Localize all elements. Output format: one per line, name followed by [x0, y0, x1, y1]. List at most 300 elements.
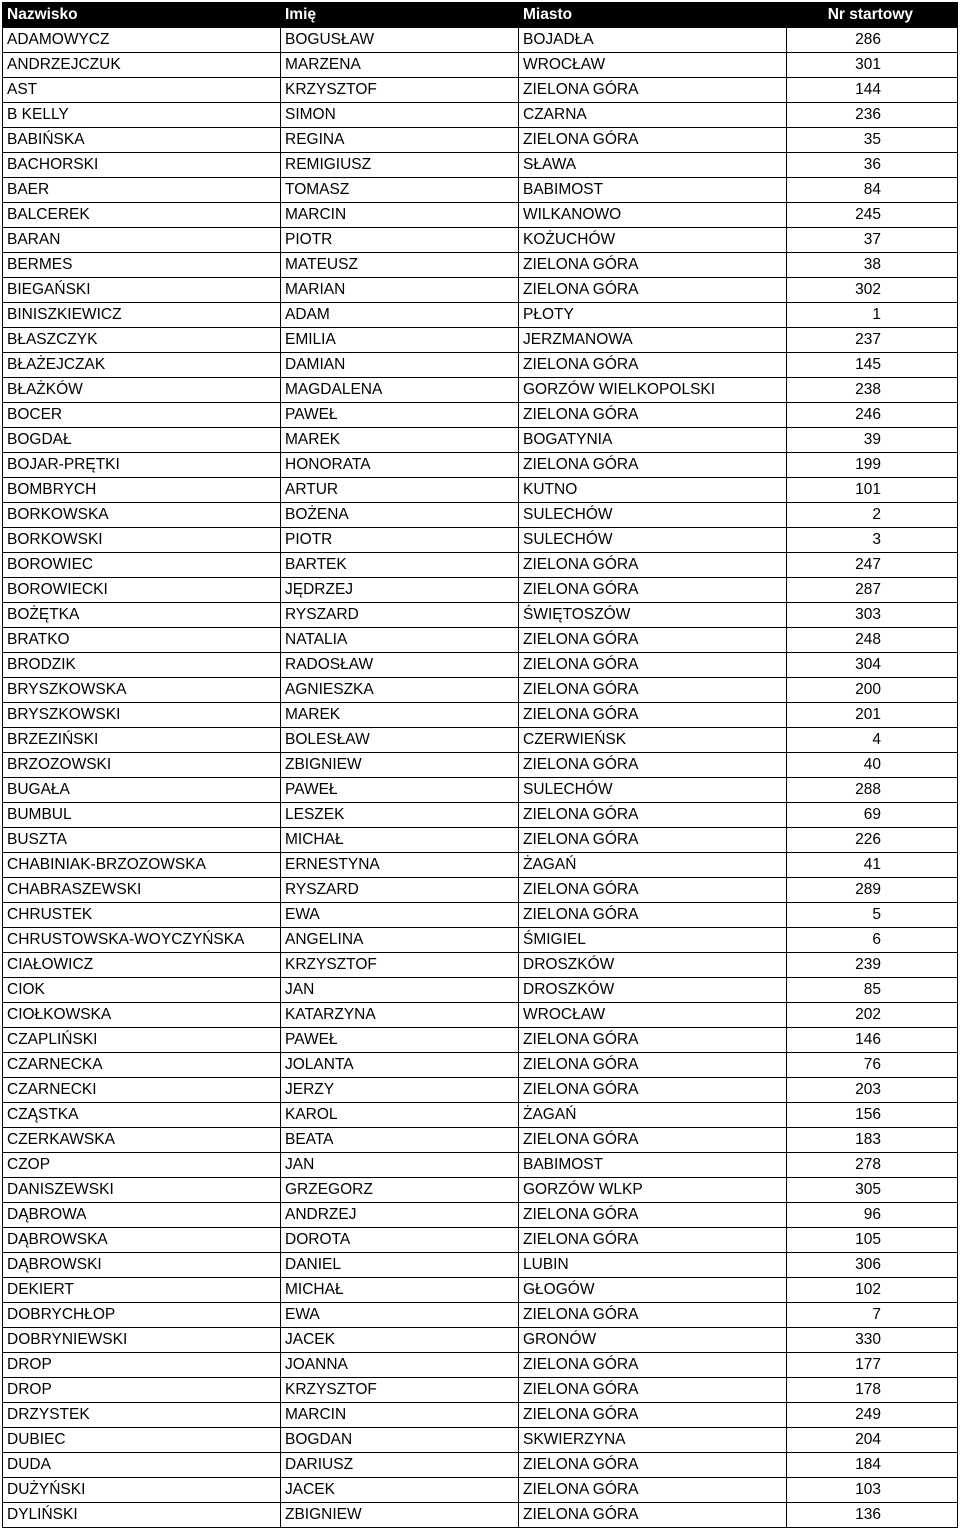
start-number-cell[interactable]: 278: [787, 1153, 958, 1178]
city-cell[interactable]: CZARNA: [519, 103, 787, 128]
surname-cell[interactable]: BALCEREK: [3, 203, 281, 228]
table-row[interactable]: [3, 1053, 958, 1078]
city-cell[interactable]: BABIMOST: [519, 178, 787, 203]
start-number-cell[interactable]: 6: [787, 928, 958, 953]
first-name-cell[interactable]: ADAM: [281, 303, 519, 328]
city-cell[interactable]: ZIELONA GÓRA: [519, 553, 787, 578]
start-number-cell[interactable]: 37: [787, 228, 958, 253]
first-name-cell[interactable]: JOLANTA: [281, 1053, 519, 1078]
city-cell[interactable]: GORZÓW WIELKOPOLSKI: [519, 378, 787, 403]
start-number-cell[interactable]: 178: [787, 1378, 958, 1403]
first-name-cell[interactable]: MICHAŁ: [281, 1278, 519, 1303]
surname-cell[interactable]: CIOŁKOWSKA: [3, 1003, 281, 1028]
table-row[interactable]: [3, 1153, 958, 1178]
city-cell[interactable]: ŻAGAŃ: [519, 853, 787, 878]
table-row[interactable]: [3, 628, 958, 653]
surname-cell[interactable]: BOJAR-PRĘTKI: [3, 453, 281, 478]
first-name-cell[interactable]: JAN: [281, 1153, 519, 1178]
first-name-cell[interactable]: REGINA: [281, 128, 519, 153]
start-number-cell[interactable]: 248: [787, 628, 958, 653]
first-name-cell[interactable]: JOANNA: [281, 1353, 519, 1378]
start-number-cell[interactable]: 3: [787, 528, 958, 553]
city-cell[interactable]: ŚWIĘTOSZÓW: [519, 603, 787, 628]
table-row[interactable]: [3, 903, 958, 928]
table-row[interactable]: [3, 1428, 958, 1453]
surname-cell[interactable]: CHRUSTEK: [3, 903, 281, 928]
table-row[interactable]: [3, 1353, 958, 1378]
start-number-cell[interactable]: 204: [787, 1428, 958, 1453]
start-number-cell[interactable]: 101: [787, 478, 958, 503]
city-cell[interactable]: WROCŁAW: [519, 53, 787, 78]
start-number-cell[interactable]: 249: [787, 1403, 958, 1428]
table-row[interactable]: [3, 1178, 958, 1203]
first-name-cell[interactable]: JERZY: [281, 1078, 519, 1103]
start-number-cell[interactable]: 69: [787, 803, 958, 828]
first-name-cell[interactable]: RYSZARD: [281, 878, 519, 903]
city-cell[interactable]: ZIELONA GÓRA: [519, 403, 787, 428]
first-name-cell[interactable]: KAROL: [281, 1103, 519, 1128]
city-cell[interactable]: ZIELONA GÓRA: [519, 453, 787, 478]
first-name-cell[interactable]: ANGELINA: [281, 928, 519, 953]
surname-cell[interactable]: BIEGAŃSKI: [3, 278, 281, 303]
start-number-cell[interactable]: 306: [787, 1253, 958, 1278]
surname-cell[interactable]: BINISZKIEWICZ: [3, 303, 281, 328]
table-row[interactable]: [3, 603, 958, 628]
surname-cell[interactable]: DUBIEC: [3, 1428, 281, 1453]
table-row[interactable]: [3, 128, 958, 153]
table-row[interactable]: [3, 428, 958, 453]
first-name-cell[interactable]: BOLESŁAW: [281, 728, 519, 753]
city-cell[interactable]: ZIELONA GÓRA: [519, 903, 787, 928]
start-number-cell[interactable]: 4: [787, 728, 958, 753]
table-row[interactable]: [3, 1253, 958, 1278]
first-name-cell[interactable]: KRZYSZTOF: [281, 1378, 519, 1403]
surname-cell[interactable]: BERMES: [3, 253, 281, 278]
table-row[interactable]: [3, 953, 958, 978]
table-row[interactable]: [3, 878, 958, 903]
start-number-cell[interactable]: 102: [787, 1278, 958, 1303]
surname-cell[interactable]: DYLIŃSKI: [3, 1503, 281, 1528]
table-row[interactable]: [3, 678, 958, 703]
surname-cell[interactable]: BRZOZOWSKI: [3, 753, 281, 778]
first-name-cell[interactable]: ANDRZEJ: [281, 1203, 519, 1228]
city-cell[interactable]: ZIELONA GÓRA: [519, 803, 787, 828]
first-name-cell[interactable]: BEATA: [281, 1128, 519, 1153]
first-name-cell[interactable]: AGNIESZKA: [281, 678, 519, 703]
table-row[interactable]: [3, 1003, 958, 1028]
column-header-start-number[interactable]: Nr startowy: [787, 3, 958, 28]
city-cell[interactable]: ZIELONA GÓRA: [519, 1078, 787, 1103]
surname-cell[interactable]: DANISZEWSKI: [3, 1178, 281, 1203]
start-number-cell[interactable]: 301: [787, 53, 958, 78]
start-number-cell[interactable]: 40: [787, 753, 958, 778]
start-number-cell[interactable]: 35: [787, 128, 958, 153]
surname-cell[interactable]: CHRUSTOWSKA-WOYCZYŃSKA: [3, 928, 281, 953]
surname-cell[interactable]: DEKIERT: [3, 1278, 281, 1303]
surname-cell[interactable]: BOCER: [3, 403, 281, 428]
surname-cell[interactable]: DĄBROWSKA: [3, 1228, 281, 1253]
surname-cell[interactable]: B KELLY: [3, 103, 281, 128]
surname-cell[interactable]: BRYSZKOWSKI: [3, 703, 281, 728]
surname-cell[interactable]: BRATKO: [3, 628, 281, 653]
city-cell[interactable]: ZIELONA GÓRA: [519, 1453, 787, 1478]
surname-cell[interactable]: BUMBUL: [3, 803, 281, 828]
table-row[interactable]: [3, 403, 958, 428]
surname-cell[interactable]: DĄBROWA: [3, 1203, 281, 1228]
first-name-cell[interactable]: ZBIGNIEW: [281, 1503, 519, 1528]
city-cell[interactable]: ZIELONA GÓRA: [519, 78, 787, 103]
city-cell[interactable]: ZIELONA GÓRA: [519, 353, 787, 378]
surname-cell[interactable]: BRYSZKOWSKA: [3, 678, 281, 703]
table-row[interactable]: [3, 328, 958, 353]
city-cell[interactable]: ZIELONA GÓRA: [519, 1303, 787, 1328]
surname-cell[interactable]: DRZYSTEK: [3, 1403, 281, 1428]
first-name-cell[interactable]: ZBIGNIEW: [281, 753, 519, 778]
surname-cell[interactable]: BOŻĘTKA: [3, 603, 281, 628]
first-name-cell[interactable]: JAN: [281, 978, 519, 1003]
city-cell[interactable]: ZIELONA GÓRA: [519, 1503, 787, 1528]
first-name-cell[interactable]: BOGUSŁAW: [281, 28, 519, 53]
city-cell[interactable]: WROCŁAW: [519, 1003, 787, 1028]
city-cell[interactable]: CZERWIEŃSK: [519, 728, 787, 753]
table-row[interactable]: [3, 78, 958, 103]
first-name-cell[interactable]: DAMIAN: [281, 353, 519, 378]
table-row[interactable]: [3, 453, 958, 478]
start-number-cell[interactable]: 1: [787, 303, 958, 328]
first-name-cell[interactable]: SIMON: [281, 103, 519, 128]
surname-cell[interactable]: DUDA: [3, 1453, 281, 1478]
first-name-cell[interactable]: JĘDRZEJ: [281, 578, 519, 603]
start-number-cell[interactable]: 238: [787, 378, 958, 403]
city-cell[interactable]: ZIELONA GÓRA: [519, 1478, 787, 1503]
first-name-cell[interactable]: HONORATA: [281, 453, 519, 478]
start-number-cell[interactable]: 200: [787, 678, 958, 703]
table-row[interactable]: [3, 303, 958, 328]
start-number-cell[interactable]: 289: [787, 878, 958, 903]
start-number-cell[interactable]: 136: [787, 1503, 958, 1528]
column-header-first-name[interactable]: Imię: [281, 3, 519, 28]
first-name-cell[interactable]: MAREK: [281, 703, 519, 728]
start-number-cell[interactable]: 236: [787, 103, 958, 128]
first-name-cell[interactable]: KATARZYNA: [281, 1003, 519, 1028]
table-row[interactable]: [3, 1453, 958, 1478]
city-cell[interactable]: JERZMANOWA: [519, 328, 787, 353]
first-name-cell[interactable]: MAGDALENA: [281, 378, 519, 403]
start-number-cell[interactable]: 146: [787, 1028, 958, 1053]
first-name-cell[interactable]: KRZYSZTOF: [281, 78, 519, 103]
city-cell[interactable]: ZIELONA GÓRA: [519, 628, 787, 653]
table-row[interactable]: [3, 728, 958, 753]
city-cell[interactable]: ZIELONA GÓRA: [519, 1228, 787, 1253]
surname-cell[interactable]: CZERKAWSKA: [3, 1128, 281, 1153]
city-cell[interactable]: SKWIERZYNA: [519, 1428, 787, 1453]
first-name-cell[interactable]: LESZEK: [281, 803, 519, 828]
surname-cell[interactable]: DOBRYNIEWSKI: [3, 1328, 281, 1353]
surname-cell[interactable]: CZĄSTKA: [3, 1103, 281, 1128]
city-cell[interactable]: GŁOGÓW: [519, 1278, 787, 1303]
first-name-cell[interactable]: ERNESTYNA: [281, 853, 519, 878]
surname-cell[interactable]: BOMBRYCH: [3, 478, 281, 503]
table-row[interactable]: [3, 978, 958, 1003]
start-number-cell[interactable]: 201: [787, 703, 958, 728]
city-cell[interactable]: ZIELONA GÓRA: [519, 753, 787, 778]
table-row[interactable]: [3, 478, 958, 503]
surname-cell[interactable]: CZOP: [3, 1153, 281, 1178]
city-cell[interactable]: ZIELONA GÓRA: [519, 1203, 787, 1228]
table-row[interactable]: [3, 1028, 958, 1053]
table-row[interactable]: [3, 653, 958, 678]
table-row[interactable]: [3, 1378, 958, 1403]
table-row[interactable]: [3, 1228, 958, 1253]
first-name-cell[interactable]: EWA: [281, 903, 519, 928]
table-row[interactable]: [3, 1203, 958, 1228]
city-cell[interactable]: ZIELONA GÓRA: [519, 128, 787, 153]
first-name-cell[interactable]: PIOTR: [281, 528, 519, 553]
city-cell[interactable]: PŁOTY: [519, 303, 787, 328]
city-cell[interactable]: ZIELONA GÓRA: [519, 278, 787, 303]
first-name-cell[interactable]: MARZENA: [281, 53, 519, 78]
city-cell[interactable]: SULECHÓW: [519, 503, 787, 528]
city-cell[interactable]: BOGATYNIA: [519, 428, 787, 453]
surname-cell[interactable]: BŁAŻEJCZAK: [3, 353, 281, 378]
surname-cell[interactable]: ADAMOWYCZ: [3, 28, 281, 53]
city-cell[interactable]: ZIELONA GÓRA: [519, 1378, 787, 1403]
table-row[interactable]: [3, 1503, 958, 1528]
city-cell[interactable]: ZIELONA GÓRA: [519, 1353, 787, 1378]
start-number-cell[interactable]: 177: [787, 1353, 958, 1378]
start-number-cell[interactable]: 156: [787, 1103, 958, 1128]
table-row[interactable]: [3, 153, 958, 178]
surname-cell[interactable]: BORKOWSKI: [3, 528, 281, 553]
first-name-cell[interactable]: BOGDAN: [281, 1428, 519, 1453]
table-row[interactable]: [3, 503, 958, 528]
city-cell[interactable]: KOŻUCHÓW: [519, 228, 787, 253]
first-name-cell[interactable]: PIOTR: [281, 228, 519, 253]
start-number-cell[interactable]: 85: [787, 978, 958, 1003]
start-number-cell[interactable]: 36: [787, 153, 958, 178]
first-name-cell[interactable]: EWA: [281, 1303, 519, 1328]
table-row[interactable]: [3, 1403, 958, 1428]
table-row[interactable]: [3, 228, 958, 253]
start-number-cell[interactable]: 303: [787, 603, 958, 628]
table-row[interactable]: [3, 178, 958, 203]
city-cell[interactable]: GRONÓW: [519, 1328, 787, 1353]
first-name-cell[interactable]: PAWEŁ: [281, 1028, 519, 1053]
first-name-cell[interactable]: DOROTA: [281, 1228, 519, 1253]
city-cell[interactable]: ZIELONA GÓRA: [519, 1028, 787, 1053]
start-number-cell[interactable]: 247: [787, 553, 958, 578]
first-name-cell[interactable]: EMILIA: [281, 328, 519, 353]
start-number-cell[interactable]: 199: [787, 453, 958, 478]
column-header-city[interactable]: Miasto: [519, 3, 787, 28]
surname-cell[interactable]: BOROWIEC: [3, 553, 281, 578]
city-cell[interactable]: WILKANOWO: [519, 203, 787, 228]
surname-cell[interactable]: ANDRZEJCZUK: [3, 53, 281, 78]
surname-cell[interactable]: BRODZIK: [3, 653, 281, 678]
start-number-cell[interactable]: 5: [787, 903, 958, 928]
surname-cell[interactable]: BAER: [3, 178, 281, 203]
city-cell[interactable]: GORZÓW WLKP: [519, 1178, 787, 1203]
first-name-cell[interactable]: DANIEL: [281, 1253, 519, 1278]
start-number-cell[interactable]: 39: [787, 428, 958, 453]
surname-cell[interactable]: AST: [3, 78, 281, 103]
city-cell[interactable]: KUTNO: [519, 478, 787, 503]
surname-cell[interactable]: DOBRYCHŁOP: [3, 1303, 281, 1328]
city-cell[interactable]: LUBIN: [519, 1253, 787, 1278]
start-number-cell[interactable]: 226: [787, 828, 958, 853]
city-cell[interactable]: ŻAGAŃ: [519, 1103, 787, 1128]
first-name-cell[interactable]: BOŻENA: [281, 503, 519, 528]
first-name-cell[interactable]: JACEK: [281, 1478, 519, 1503]
start-number-cell[interactable]: 203: [787, 1078, 958, 1103]
surname-cell[interactable]: BUSZTA: [3, 828, 281, 853]
table-row[interactable]: [3, 1078, 958, 1103]
start-number-cell[interactable]: 2: [787, 503, 958, 528]
start-number-cell[interactable]: 330: [787, 1328, 958, 1353]
surname-cell[interactable]: CHABINIAK-BRZOZOWSKA: [3, 853, 281, 878]
city-cell[interactable]: DROSZKÓW: [519, 978, 787, 1003]
city-cell[interactable]: ZIELONA GÓRA: [519, 878, 787, 903]
first-name-cell[interactable]: MARCIN: [281, 1403, 519, 1428]
surname-cell[interactable]: CHABRASZEWSKI: [3, 878, 281, 903]
surname-cell[interactable]: CIOK: [3, 978, 281, 1003]
surname-cell[interactable]: BOROWIECKI: [3, 578, 281, 603]
city-cell[interactable]: ZIELONA GÓRA: [519, 253, 787, 278]
first-name-cell[interactable]: PAWEŁ: [281, 778, 519, 803]
surname-cell[interactable]: BABIŃSKA: [3, 128, 281, 153]
table-row[interactable]: [3, 1303, 958, 1328]
table-row[interactable]: [3, 1478, 958, 1503]
column-header-surname[interactable]: Nazwisko: [3, 3, 281, 28]
start-number-cell[interactable]: 287: [787, 578, 958, 603]
table-row[interactable]: [3, 203, 958, 228]
start-number-cell[interactable]: 38: [787, 253, 958, 278]
surname-cell[interactable]: BACHORSKI: [3, 153, 281, 178]
start-number-cell[interactable]: 245: [787, 203, 958, 228]
start-number-cell[interactable]: 202: [787, 1003, 958, 1028]
start-number-cell[interactable]: 7: [787, 1303, 958, 1328]
table-row[interactable]: [3, 553, 958, 578]
first-name-cell[interactable]: NATALIA: [281, 628, 519, 653]
surname-cell[interactable]: DROP: [3, 1378, 281, 1403]
start-number-cell[interactable]: 96: [787, 1203, 958, 1228]
first-name-cell[interactable]: ARTUR: [281, 478, 519, 503]
surname-cell[interactable]: DĄBROWSKI: [3, 1253, 281, 1278]
table-row[interactable]: [3, 103, 958, 128]
start-number-cell[interactable]: 237: [787, 328, 958, 353]
table-row[interactable]: [3, 928, 958, 953]
city-cell[interactable]: SULECHÓW: [519, 528, 787, 553]
first-name-cell[interactable]: MAREK: [281, 428, 519, 453]
start-number-cell[interactable]: 84: [787, 178, 958, 203]
first-name-cell[interactable]: MARCIN: [281, 203, 519, 228]
surname-cell[interactable]: BUGAŁA: [3, 778, 281, 803]
surname-cell[interactable]: BOGDAŁ: [3, 428, 281, 453]
city-cell[interactable]: DROSZKÓW: [519, 953, 787, 978]
table-row[interactable]: [3, 528, 958, 553]
surname-cell[interactable]: BORKOWSKA: [3, 503, 281, 528]
city-cell[interactable]: BOJADŁA: [519, 28, 787, 53]
city-cell[interactable]: ZIELONA GÓRA: [519, 578, 787, 603]
start-number-cell[interactable]: 105: [787, 1228, 958, 1253]
first-name-cell[interactable]: MARIAN: [281, 278, 519, 303]
table-row[interactable]: [3, 1278, 958, 1303]
start-number-cell[interactable]: 184: [787, 1453, 958, 1478]
first-name-cell[interactable]: DARIUSZ: [281, 1453, 519, 1478]
first-name-cell[interactable]: MICHAŁ: [281, 828, 519, 853]
table-row[interactable]: [3, 378, 958, 403]
table-row[interactable]: [3, 828, 958, 853]
start-number-cell[interactable]: 305: [787, 1178, 958, 1203]
first-name-cell[interactable]: MATEUSZ: [281, 253, 519, 278]
table-row[interactable]: [3, 853, 958, 878]
table-row[interactable]: [3, 703, 958, 728]
city-cell[interactable]: SŁAWA: [519, 153, 787, 178]
surname-cell[interactable]: BRZEZIŃSKI: [3, 728, 281, 753]
city-cell[interactable]: ZIELONA GÓRA: [519, 828, 787, 853]
start-number-cell[interactable]: 144: [787, 78, 958, 103]
first-name-cell[interactable]: BARTEK: [281, 553, 519, 578]
table-row[interactable]: [3, 53, 958, 78]
start-number-cell[interactable]: 41: [787, 853, 958, 878]
start-number-cell[interactable]: 302: [787, 278, 958, 303]
table-row[interactable]: [3, 1128, 958, 1153]
first-name-cell[interactable]: REMIGIUSZ: [281, 153, 519, 178]
first-name-cell[interactable]: TOMASZ: [281, 178, 519, 203]
table-row[interactable]: [3, 353, 958, 378]
city-cell[interactable]: BABIMOST: [519, 1153, 787, 1178]
first-name-cell[interactable]: JACEK: [281, 1328, 519, 1353]
first-name-cell[interactable]: RADOSŁAW: [281, 653, 519, 678]
city-cell[interactable]: ZIELONA GÓRA: [519, 653, 787, 678]
city-cell[interactable]: ZIELONA GÓRA: [519, 1403, 787, 1428]
city-cell[interactable]: SULECHÓW: [519, 778, 787, 803]
table-row[interactable]: [3, 1328, 958, 1353]
table-row[interactable]: [3, 778, 958, 803]
first-name-cell[interactable]: PAWEŁ: [281, 403, 519, 428]
surname-cell[interactable]: BŁASZCZYK: [3, 328, 281, 353]
surname-cell[interactable]: CZARNECKI: [3, 1078, 281, 1103]
city-cell[interactable]: ZIELONA GÓRA: [519, 1053, 787, 1078]
start-number-cell[interactable]: 183: [787, 1128, 958, 1153]
start-number-cell[interactable]: 246: [787, 403, 958, 428]
surname-cell[interactable]: DUŻYŃSKI: [3, 1478, 281, 1503]
table-row[interactable]: [3, 803, 958, 828]
table-row[interactable]: [3, 753, 958, 778]
surname-cell[interactable]: DROP: [3, 1353, 281, 1378]
city-cell[interactable]: ZIELONA GÓRA: [519, 703, 787, 728]
table-row[interactable]: [3, 578, 958, 603]
start-number-cell[interactable]: 103: [787, 1478, 958, 1503]
start-number-cell[interactable]: 145: [787, 353, 958, 378]
city-cell[interactable]: ZIELONA GÓRA: [519, 1128, 787, 1153]
surname-cell[interactable]: CZAPLIŃSKI: [3, 1028, 281, 1053]
surname-cell[interactable]: CIAŁOWICZ: [3, 953, 281, 978]
first-name-cell[interactable]: RYSZARD: [281, 603, 519, 628]
surname-cell[interactable]: BŁAŻKÓW: [3, 378, 281, 403]
start-number-cell[interactable]: 304: [787, 653, 958, 678]
start-number-cell[interactable]: 76: [787, 1053, 958, 1078]
start-number-cell[interactable]: 239: [787, 953, 958, 978]
table-row[interactable]: [3, 28, 958, 53]
first-name-cell[interactable]: KRZYSZTOF: [281, 953, 519, 978]
surname-cell[interactable]: CZARNECKA: [3, 1053, 281, 1078]
city-cell[interactable]: ZIELONA GÓRA: [519, 678, 787, 703]
table-row[interactable]: [3, 1103, 958, 1128]
first-name-cell[interactable]: GRZEGORZ: [281, 1178, 519, 1203]
surname-cell[interactable]: BARAN: [3, 228, 281, 253]
city-cell[interactable]: ŚMIGIEL: [519, 928, 787, 953]
